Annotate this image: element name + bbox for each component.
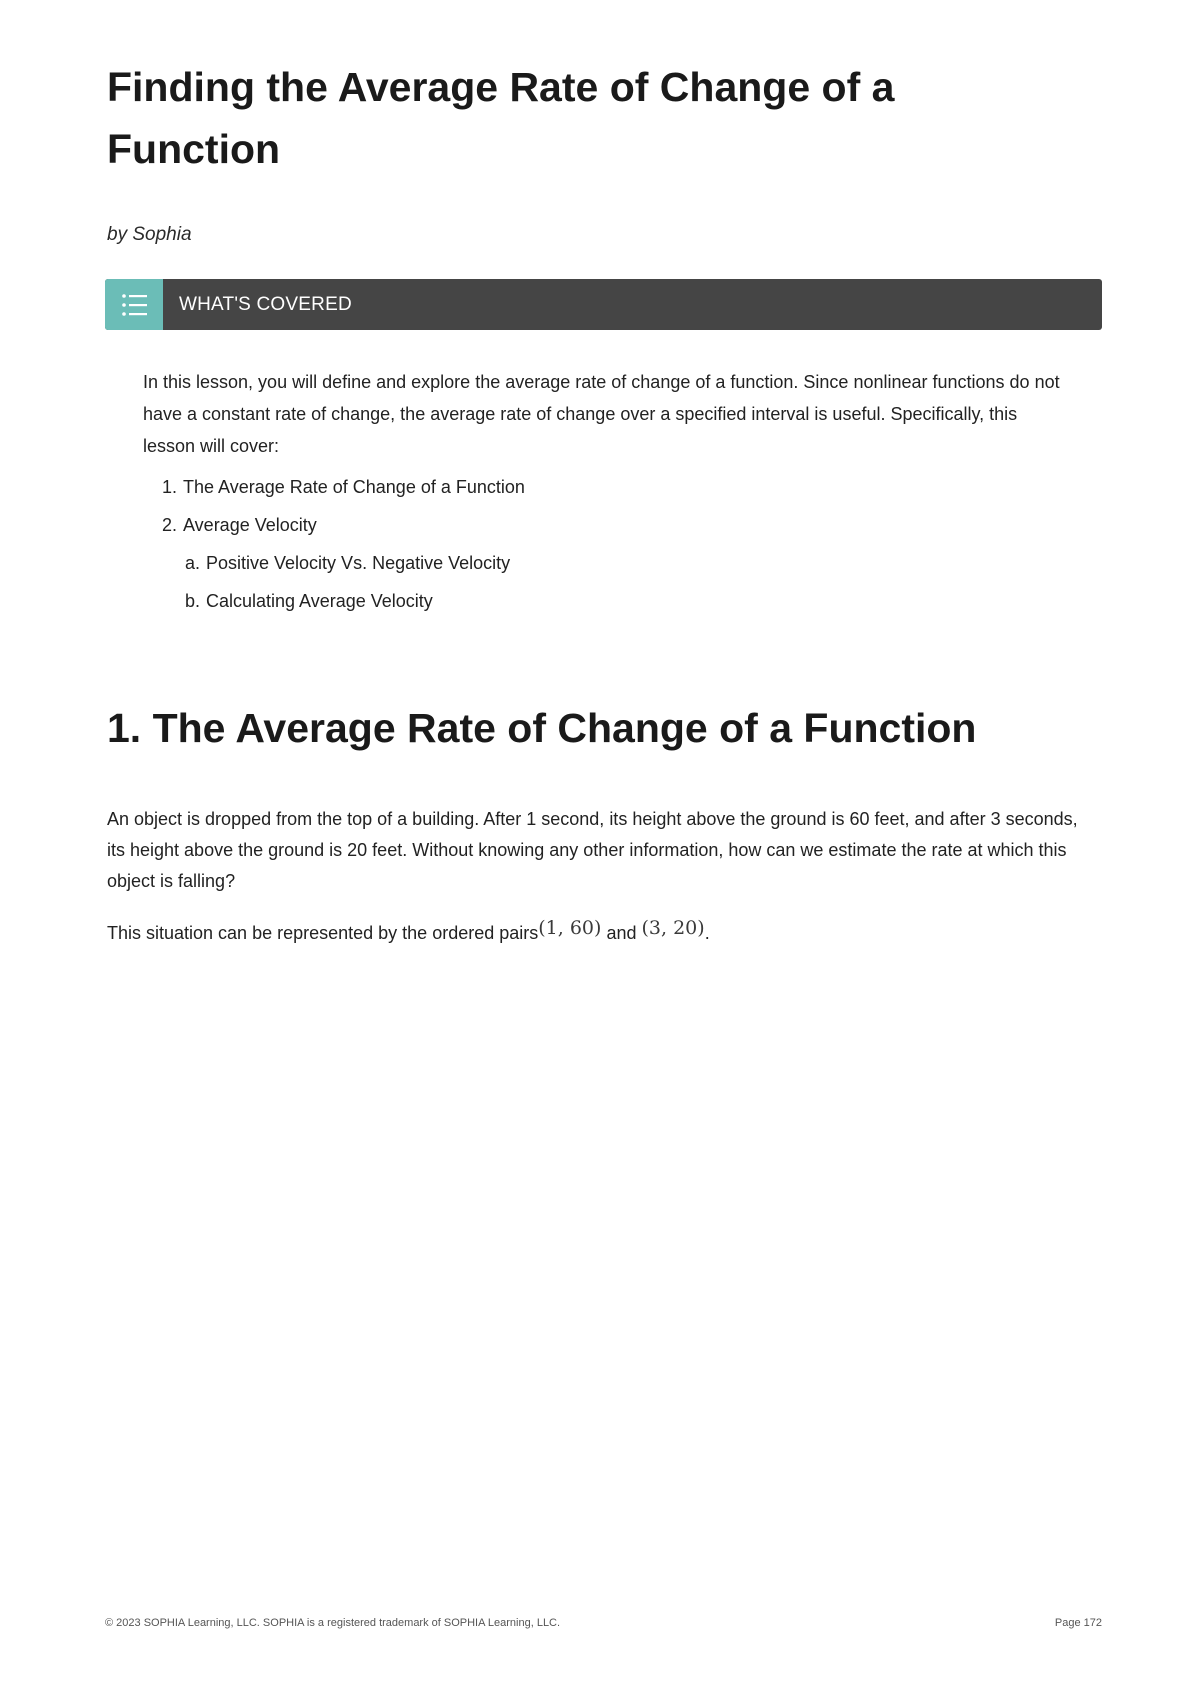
outline-item — [143, 468, 1063, 506]
whats-covered-label: WHAT'S COVERED — [179, 294, 352, 315]
outline-item-marker: 2. — [161, 515, 177, 535]
whats-covered-banner — [105, 279, 1102, 330]
lesson-outline — [143, 468, 1063, 620]
outline-item — [143, 506, 1063, 544]
outline-subitem — [143, 544, 1063, 582]
outline-item-text: The Average Rate of Change of a Function — [183, 477, 525, 497]
outline-subitem-text: Positive Velocity Vs. Negative Velocity — [206, 553, 511, 573]
whats-covered-content — [143, 366, 1063, 620]
outline-subitem — [143, 582, 1063, 620]
ordered-pairs-paragraph — [107, 918, 1092, 949]
page-title: Finding the Average Rate of Change of a Function — [107, 64, 895, 172]
outline-subitem-marker: a. — [184, 553, 200, 573]
section-heading: 1. The Average Rate of Change of a Function — [107, 705, 977, 751]
outline-subitem-marker: b. — [184, 591, 200, 611]
whats-covered-icon-box — [105, 279, 163, 330]
whats-covered-intro: In this lesson, you will define and explore the average rate of change of a function. Since nonlinear functions do not have a constant rate of change, the average rate of change over a specified interval is useful. Specifically, this lesson will cover: — [143, 372, 1060, 456]
copyright-notice: © 2023 SOPHIA Learning, LLC. SOPHIA is a registered trademark of SOPHIA Learning, LLC. — [105, 1617, 561, 1629]
page-number: Page 172 — [1054, 1617, 1102, 1629]
paragraph-text: This situation can be represented by the ordered pairs — [107, 923, 539, 943]
ordered-pair-math: (3, 20) — [641, 917, 705, 939]
outline-subitem-text: Calculating Average Velocity — [206, 591, 433, 611]
ordered-pair-math: (1, 60) — [538, 917, 602, 939]
outline-item-marker: 1. — [161, 477, 177, 497]
body-paragraph: An object is dropped from the top of a building. After 1 second, its height above the ground is 60 feet, and after 3 seconds, its height above the ground is 20 feet. Without knowing any other information, how can we estimate the rate at which this object is falling? — [107, 809, 1078, 891]
paragraph-text: . — [704, 923, 710, 943]
author-byline: by Sophia — [107, 224, 192, 245]
list-icon — [120, 291, 148, 319]
outline-item-text: Average Velocity — [183, 515, 317, 535]
paragraph-text: and — [606, 923, 637, 943]
